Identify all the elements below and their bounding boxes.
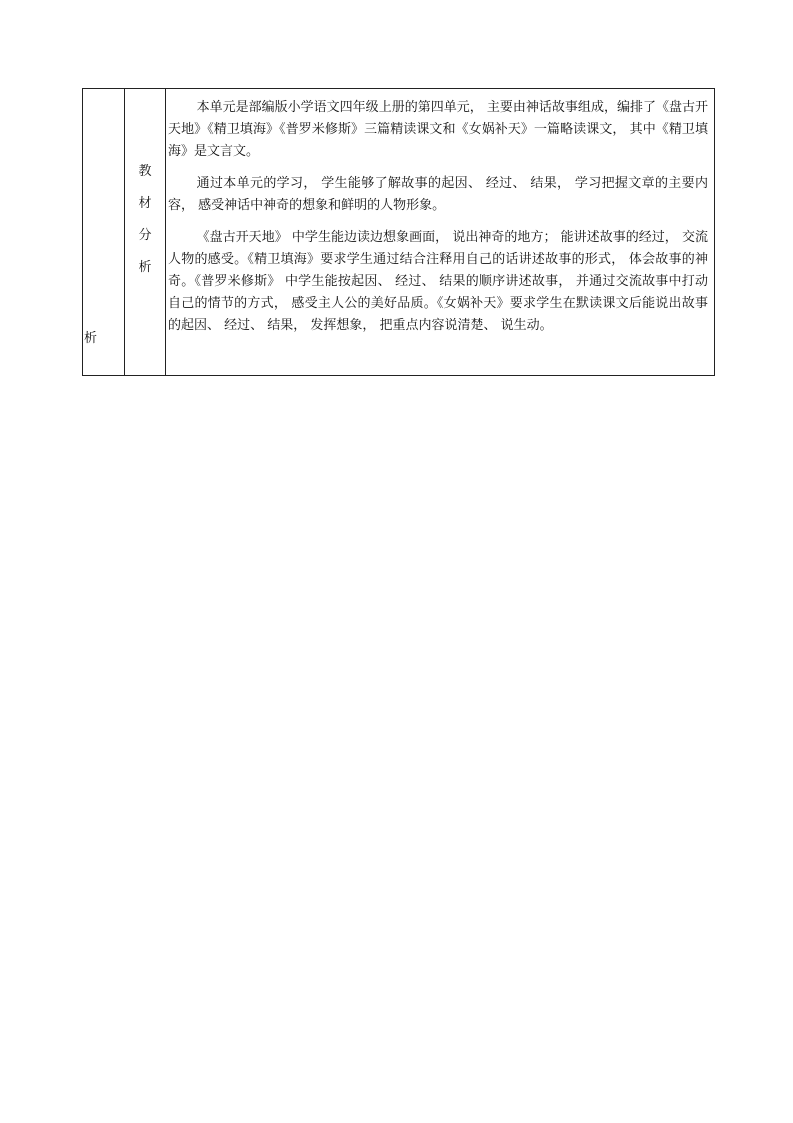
- textbook-analysis-table: [82, 88, 715, 376]
- outer-row-label: 析: [84, 331, 98, 346]
- section-label-char: 析: [138, 260, 152, 275]
- section-label-char: 分: [138, 228, 152, 243]
- table-divider-content: [165, 89, 166, 375]
- section-label-char: 材: [138, 196, 152, 211]
- table-border-left: [82, 89, 83, 375]
- analysis-content: [168, 97, 708, 337]
- paragraph-lesson-requirements: 《盘古开天地》 中学生能边读边想象画面， 说出神奇的地方； 能讲述故事的经过， 交流人物的感受。《精卫填海》要求学生通过结合注释用自己的话讲述故事的形式， 体会故事的神奇。《普罗米修斯》 中学生能按起因、 经过、 结果的顺序讲述故事， 并通过交流故事中打动自己的情节的方式， 感受主人公的美好品质。《女娲补天》要求学生在默读课文后能说出故事的起因、 经过、 结果， 发挥想象， 把重点内容说清楚、 说生动。: [168, 230, 708, 333]
- section-label-char: 教: [138, 164, 152, 179]
- paragraph-unit-overview: 本单元是部编版小学语文四年级上册的第四单元， 主要由神话故事组成，编排了《盘古开天地》《精卫填海》《普罗米修斯》三篇精读课文和《女娲补天》一篇略读课文， 其中《精卫填海》是文言文。: [168, 100, 708, 159]
- section-label-textbook-analysis: [125, 160, 165, 288]
- paragraph-learning-goals: 通过本单元的学习， 学生能够了解故事的起因、 经过、 结果， 学习把握文章的主要内容， 感受神话中神奇的想象和鲜明的人物形象。: [168, 176, 708, 213]
